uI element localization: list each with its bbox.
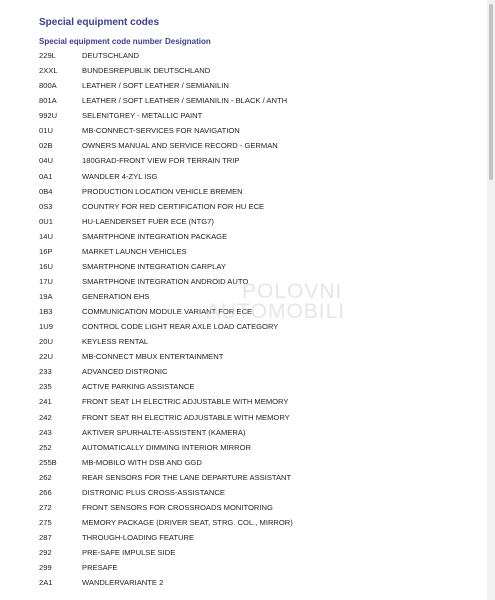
table-row [39,485,479,500]
table-row [39,153,479,168]
table-row [39,319,479,334]
equipment-code: 16P [39,246,53,256]
equipment-code: 2A1 [39,578,53,588]
equipment-code: 0S3 [39,201,53,211]
equipment-code: 16U [39,261,53,271]
equipment-code: 243 [39,427,52,437]
equipment-code: 17U [39,276,53,286]
table-row [39,349,479,364]
document-title: Special equipment codes [39,17,160,28]
column-header-code: Special equipment code number [39,37,163,46]
equipment-code: 241 [39,397,52,407]
equipment-code: 235 [39,382,52,392]
equipment-code: 272 [39,502,52,512]
equipment-designation: FRONT SENSORS FOR CROSSROADS MONITORING [82,502,273,512]
table-row [39,184,479,199]
equipment-code: 04U [39,156,53,166]
equipment-designation: BUNDESREPUBLIK DEUTSCHLAND [82,66,211,76]
scrollbar-thumb[interactable] [489,4,493,180]
equipment-designation: KEYLESS RENTAL [82,337,149,347]
table-row [39,545,479,560]
table-row [39,530,479,545]
equipment-designation: GENERATION EHS [82,292,150,301]
equipment-code: 262 [39,472,52,482]
table-row [39,500,479,515]
equipment-designation: LEATHER / SOFT LEATHER / SEMIANILIN [82,81,229,91]
table-row [39,575,479,590]
table-row [39,138,479,153]
equipment-code: 266 [39,487,52,497]
equipment-code: 20U [39,337,53,347]
equipment-designation: MEMORY PACKAGE (DRIVER SEAT, STRG. COL., MIRROR) [82,517,293,527]
equipment-designation: SMARTPHONE INTEGRATION ANDROID AUTO [82,276,249,286]
equipment-code: 800A [39,81,57,91]
equipment-code: 1B3 [39,307,53,317]
equipment-designation: FRONT SEAT RH ELECTRIC ADJUSTABLE WITH MEMORY [82,412,290,422]
equipment-designation: MB-CONNECT MBUX ENTERTAINMENT [82,352,224,362]
table-row [39,470,479,485]
equipment-designation: THROUGH-LOADING FEATURE [82,533,195,542]
table-row [39,259,479,274]
equipment-designation: FRONT SEAT LH ELECTRIC ADJUSTABLE WITH MEMORY [82,397,289,407]
equipment-designation: ADVANCED DISTRONIC [82,367,168,377]
vertical-scrollbar[interactable] [487,0,495,600]
equipment-designation: ACTIVE PARKING ASSISTANCE [82,382,195,392]
equipment-designation: SMARTPHONE INTEGRATION PACKAGE [82,231,228,241]
equipment-code: 0U1 [39,216,53,226]
table-row [39,455,479,470]
equipment-designation: SMARTPHONE INTEGRATION CARPLAY [82,261,226,271]
equipment-code: 292 [39,548,52,558]
equipment-designation: DISTRONIC PLUS CROSS-ASSISTANCE [82,487,225,497]
equipment-designation: MB-MOBILO WITH DSB AND GGD [82,457,202,467]
equipment-code: 19A [39,292,53,301]
watermark-line-1: POLOVNI [242,280,343,303]
table-row [39,334,479,349]
table-row [39,379,479,394]
equipment-code: 801A [39,96,57,106]
equipment-designation: LEATHER / SOFT LEATHER / SEMIANILIN - BLACK / ANTH [82,96,288,106]
table-row [39,289,479,304]
equipment-designation: CONTROL CODE LIGHT REAR AXLE LOAD CATEGORY [82,322,279,332]
table-row [39,63,479,78]
table-row [39,304,479,319]
watermark-line-2: AUTOMOBILI [206,300,346,323]
table-row [39,425,479,440]
equipment-code: 02B [39,141,53,151]
table-row [39,214,479,229]
equipment-designation: DEUTSCHLAND [82,51,139,60]
equipment-code-list [39,48,479,590]
equipment-code: 22U [39,352,53,362]
equipment-code: 233 [39,367,52,377]
table-row [39,229,479,244]
column-header-designation: Designation [165,37,211,46]
equipment-designation: WANDLER 4-ZYL ISG [82,171,158,181]
table-row [39,123,479,138]
equipment-code: 255B [39,457,57,467]
equipment-designation: 180GRAD-FRONT VIEW FOR TERRAIN TRIP [82,156,240,166]
table-row [39,199,479,214]
table-row [39,78,479,93]
equipment-designation: HU-LAENDERSET FUER ECE (NTG7) [82,216,214,226]
equipment-code: 1U9 [39,322,53,332]
equipment-designation: AKTIVER SPURHALTE-ASSISTENT (KAMERA) [82,427,246,437]
equipment-designation: COUNTRY FOR RED CERTIFICATION FOR HU ECE [82,201,265,211]
table-row [39,515,479,530]
equipment-designation: PRODUCTION LOCATION VEHICLE BREMEN [82,186,243,196]
equipment-code: 2XXL [39,66,58,76]
table-row [39,394,479,409]
table-row [39,108,479,123]
equipment-designation: MARKET LAUNCH VEHICLES [82,246,187,256]
equipment-designation: OWNERS MANUAL AND SERVICE RECORD - GERMAN [82,141,278,151]
equipment-code: 275 [39,517,52,527]
equipment-designation: WANDLERVARIANTE 2 [82,578,164,588]
table-row [39,169,479,184]
equipment-designation: MB-CONNECT-SERVICES FOR NAVIGATION [82,126,240,136]
equipment-code: 242 [39,412,52,422]
equipment-designation: COMMUNICATION MODULE VARIANT FOR ECE [82,307,253,317]
equipment-code: 0B4 [39,186,53,196]
equipment-designation: REAR SENSORS FOR THE LANE DEPARTURE ASSISTANT [82,472,292,482]
equipment-code: 252 [39,442,52,452]
table-row [39,410,479,425]
table-row [39,560,479,575]
table-row [39,364,479,379]
table-row [39,93,479,108]
equipment-designation: AUTOMATICALLY DIMMING INTERIOR MIRROR [82,442,252,452]
equipment-code: 287 [39,533,52,542]
equipment-code: 992U [39,111,58,121]
equipment-designation: PRESAFE [82,563,118,573]
table-row [39,244,479,259]
equipment-designation: SELENITGREY - METALLIC PAINT [82,111,203,121]
equipment-code: 01U [39,126,53,136]
table-row [39,440,479,455]
equipment-code: 299 [39,563,52,573]
table-row [39,274,479,289]
equipment-code: 14U [39,231,53,241]
equipment-code: 0A1 [39,171,53,181]
equipment-code: 229L [39,51,56,60]
table-row [39,48,479,63]
equipment-designation: PRE-SAFE IMPULSE SIDE [82,548,176,558]
